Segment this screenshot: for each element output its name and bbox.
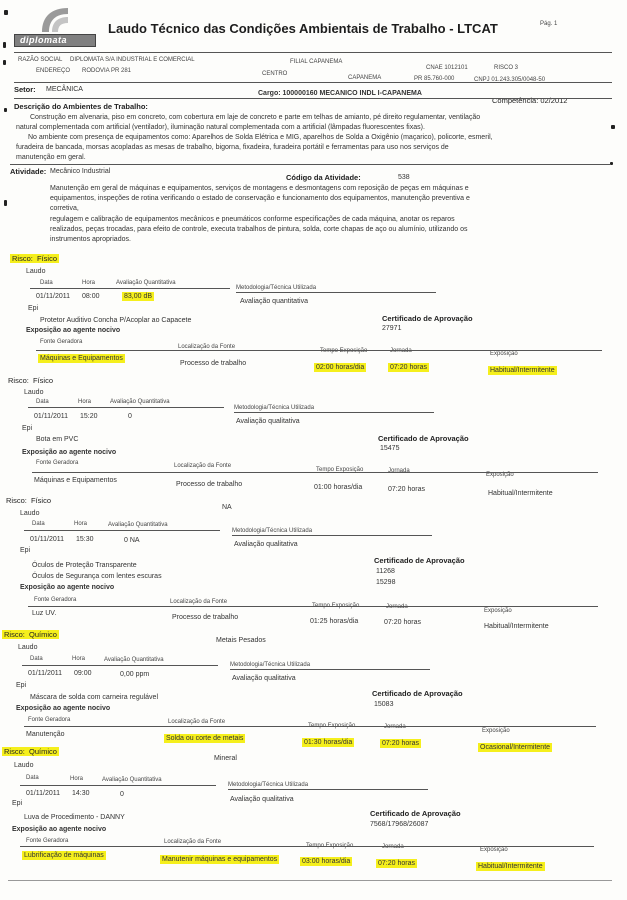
- col-hora: Hora: [72, 656, 86, 662]
- setor-rule: [14, 98, 612, 99]
- col-data: Data: [40, 280, 53, 286]
- exposicao-agente-label: Exposição ao agente nocivo: [26, 327, 121, 334]
- risco-label: Risco: Físico: [8, 376, 54, 385]
- laudo-hora: 08:00: [82, 293, 100, 300]
- col-metodologia: Metodologia/Técnica Utilizada: [228, 782, 309, 788]
- laudo-quantitativa: 0: [128, 413, 132, 420]
- exposicao-rule: [28, 606, 598, 607]
- exposicao-rule: [24, 726, 596, 727]
- certificado-label: Certificado de Aprovação: [370, 809, 461, 818]
- exposicao-agente-label: Exposição ao agente nocivo: [20, 584, 115, 591]
- metodologia-rule: [234, 412, 434, 413]
- laudo-rule: [22, 665, 218, 666]
- tempo-value: 03:00 horas/dia: [302, 858, 351, 865]
- exposicao-rule: [20, 846, 594, 847]
- epi-item: Bota em PVC: [36, 436, 79, 443]
- laudo-label: Laudo: [20, 510, 40, 517]
- metodologia-rule: [228, 789, 428, 790]
- descricao-line: manutenção em geral.: [16, 154, 86, 161]
- certificado-label: Certificado de Aprovação: [382, 314, 473, 323]
- descricao-line: Construção em alvenaria, piso em concreto, com cobertura em laje de concreto e parte em telhas de amianto, pé direito regulamentar, ventilação: [30, 114, 481, 121]
- metodologia-rule: [232, 535, 432, 536]
- laudo-hora: 15:30: [76, 536, 94, 543]
- col-tempo: Tempo Exposição: [308, 723, 356, 729]
- filial-value: FILIAL CAPANEMA: [290, 59, 343, 65]
- laudo-data: 01/11/2011: [26, 790, 60, 797]
- exposicao-agente-label: Exposição ao agente nocivo: [16, 705, 111, 712]
- col-quantitativa: Avaliação Quantitativa: [104, 657, 164, 663]
- certificado-value: 27971: [382, 325, 402, 332]
- localizacao-value: Solda ou corte de metais: [166, 735, 244, 742]
- scan-mark: [4, 108, 7, 112]
- laudo-hora: 09:00: [74, 670, 92, 677]
- epi-item: Luva de Procedimento - DANNY: [24, 814, 125, 821]
- scan-mark: [4, 10, 8, 15]
- scan-mark: [4, 200, 7, 206]
- laudo-rule: [20, 785, 216, 786]
- col-hora: Hora: [74, 521, 88, 527]
- cnpj-value: CNPJ 01.243.305/0048-50: [474, 77, 546, 83]
- certificado-value: 7568/17968/26087: [370, 821, 429, 828]
- metodologia-rule: [236, 292, 436, 293]
- epi-item: Protetor Auditivo Concha P/Acoplar ao Capacete: [40, 317, 192, 324]
- certificado-value: 15475: [380, 445, 400, 452]
- exposicao-agente-label: Exposição ao agente nocivo: [12, 826, 107, 833]
- col-data: Data: [26, 775, 39, 781]
- col-jornada: Jornada: [384, 724, 406, 730]
- col-hora: Hora: [78, 399, 92, 405]
- scan-mark: [3, 60, 6, 65]
- tempo-value: 01:30 horas/dia: [304, 739, 353, 746]
- laudo-rule: [24, 530, 220, 531]
- col-fonte: Fonte Geradora: [40, 339, 83, 345]
- laudo-hora: 14:30: [72, 790, 90, 797]
- scan-mark: [610, 162, 613, 165]
- col-fonte: Fonte Geradora: [36, 460, 79, 466]
- descricao-line: furadeira de bancada, morsas acopladas as mesas de trabalho, bigorna, fixadeira, furadeira portátil e ferramentas para uso nos serviços de: [16, 144, 449, 151]
- epi-item: Máscara de solda com carneira regulável: [30, 694, 159, 701]
- scan-mark: [3, 42, 6, 48]
- risco-agente: NA: [222, 504, 232, 511]
- risco-label: Risco: Físico: [6, 496, 52, 505]
- col-hora: Hora: [70, 776, 84, 782]
- exposicao-rule: [36, 350, 602, 351]
- col-quantitativa: Avaliação Quantitativa: [116, 280, 176, 286]
- setor-label: Setor:: [14, 85, 36, 94]
- laudo-data: 01/11/2011: [30, 536, 64, 543]
- laudo-hora: 15:20: [80, 413, 98, 420]
- col-metodologia: Metodologia/Técnica Utilizada: [230, 662, 311, 668]
- competencia-value: Competência: 02/2012: [492, 96, 568, 105]
- col-metodologia: Metodologia/Técnica Utilizada: [234, 405, 315, 411]
- setor-value: MECÂNICA: [46, 86, 83, 93]
- exposicao-value: Ocasional/Intermitente: [480, 744, 551, 751]
- tempo-value: 01:25 horas/dia: [310, 618, 359, 625]
- tempo-value: 02:00 horas/dia: [316, 364, 365, 371]
- laudo-quantitativa: 83,00 dB: [124, 293, 153, 300]
- col-metodologia: Metodologia/Técnica Utilizada: [236, 285, 317, 291]
- risco-label: Risco: Químico: [4, 630, 57, 639]
- fonte-value: Luz UV.: [32, 610, 57, 617]
- epi-label: Epi: [12, 800, 23, 807]
- jornada-value: 07:20 horas: [384, 619, 421, 626]
- col-exposicao: Exposição: [482, 728, 510, 734]
- epi-label: Epi: [22, 425, 33, 432]
- laudo-rule: [28, 407, 224, 408]
- col-localizacao: Localização da Fonte: [168, 719, 226, 725]
- bottom-rule: [8, 880, 612, 881]
- certificado-label: Certificado de Aprovação: [378, 434, 469, 443]
- col-jornada: Jornada: [386, 604, 408, 610]
- laudo-data: 01/11/2011: [28, 670, 62, 677]
- col-localizacao: Localização da Fonte: [174, 463, 232, 469]
- col-jornada: Jornada: [388, 468, 410, 474]
- laudo-metodologia: Avaliação qualitativa: [236, 418, 300, 425]
- atividade-line: equipamentos, inspeções de rotina verificando o estado de conservação e funcionamento dos equipamentos, manutenção preventiva e: [50, 195, 470, 202]
- col-tempo: Tempo Exposição: [306, 843, 354, 849]
- atividade-line: corretiva,: [50, 205, 79, 212]
- epi-item: Óculos de Proteção Transparente: [32, 562, 137, 569]
- col-hora: Hora: [82, 280, 96, 286]
- certificado-value: 15083: [374, 701, 394, 708]
- col-jornada: Jornada: [382, 844, 404, 850]
- col-quantitativa: Avaliação Quantitativa: [108, 522, 168, 528]
- descricao-line: natural complementada com artificial (ventilador), iluminação natural complementada com a artificial (lâmpadas fluorescentes fixas).: [16, 124, 425, 131]
- atividade-label: Atividade:: [10, 167, 47, 176]
- cidade-value: CAPANEMA: [348, 75, 382, 81]
- laudo-metodologia: Avaliação qualitativa: [230, 796, 294, 803]
- epi-label: Epi: [20, 547, 31, 554]
- laudo-metodologia: Avaliação quantitativa: [240, 298, 308, 305]
- col-exposicao: Exposição: [484, 608, 512, 614]
- codigo-atividade-label: Código da Atividade:: [286, 173, 361, 182]
- exposicao-agente-label: Exposição ao agente nocivo: [22, 449, 117, 456]
- laudo-quantitativa: 0: [120, 791, 124, 798]
- atividade-line: instrumentos apropriados.: [50, 236, 131, 243]
- atividade-line: realizados, peças trocadas, para efeito de controle, executa trabalhos de pintura, solda, corte chapas de aço ou alumínio, utilizando os: [50, 226, 468, 233]
- col-jornada: Jornada: [390, 348, 412, 354]
- exposicao-value: Habitual/Intermitente: [490, 367, 555, 374]
- cnae-value: CNAE 1012101: [426, 65, 468, 71]
- col-tempo: Tempo Exposição: [316, 467, 364, 473]
- laudo-label: Laudo: [14, 762, 34, 769]
- col-exposicao: Exposição: [486, 472, 514, 478]
- fonte-value: Máquinas e Equipamentos: [34, 477, 117, 484]
- cep-value: PR 85.760-000: [414, 76, 455, 82]
- exposicao-rule: [32, 472, 598, 473]
- localizacao-value: Processo de trabalho: [172, 614, 239, 621]
- endereco-label: ENDEREÇO: [36, 68, 71, 74]
- laudo-rule: [30, 288, 230, 289]
- col-localizacao: Localização da Fonte: [164, 839, 222, 845]
- laudo-label: Laudo: [18, 644, 38, 651]
- laudo-data: 01/11/2011: [36, 293, 70, 300]
- col-localizacao: Localização da Fonte: [178, 344, 236, 350]
- tempo-value: 01:00 horas/dia: [314, 484, 363, 491]
- risco-agente: Mineral: [214, 755, 237, 762]
- exposicao-value: Habitual/Intermitente: [484, 623, 549, 630]
- epi-label: Epi: [16, 682, 27, 689]
- laudo-label: Laudo: [24, 389, 44, 396]
- epi-label: Epi: [28, 305, 39, 312]
- title-rule: [14, 52, 612, 53]
- laudo-label: Laudo: [26, 268, 46, 275]
- col-exposicao: Exposição: [490, 351, 518, 357]
- col-data: Data: [30, 656, 43, 662]
- col-quantitativa: Avaliação Quantitativa: [102, 777, 162, 783]
- metodologia-rule: [230, 669, 430, 670]
- exposicao-value: Habitual/Intermitente: [488, 490, 553, 497]
- certificado-label: Certificado de Aprovação: [374, 556, 465, 565]
- diplomata-logo-mark: [38, 6, 72, 34]
- fonte-value: Lubrificação de máquinas: [24, 852, 104, 859]
- risco-label: Risco: Químico: [4, 747, 57, 756]
- descricao-line: No ambiente com presença de equipamentos como: Aparelhos de Solda Elétrica e MIG, aparelhos de Solda a Oxigênio (maçarico), policorte, esmeril,: [28, 134, 493, 141]
- endereco-value: RODOVIA PR 281: [82, 68, 132, 74]
- certificado-value: 11268: [376, 568, 395, 575]
- col-localizacao: Localização da Fonte: [170, 599, 228, 605]
- col-fonte: Fonte Geradora: [26, 838, 69, 844]
- centro-value: CENTRO: [262, 71, 288, 77]
- col-exposicao: Exposição: [480, 847, 508, 853]
- atividade-line: regulagem e calibração de equipamentos mecânicos e pneumáticos conforme especificações de cada máquina, anotar os reparos: [50, 216, 455, 223]
- atividade-value: Mecânico Industrial: [50, 168, 111, 175]
- col-tempo: Tempo Exposição: [312, 603, 360, 609]
- fonte-value: Máquinas e Equipamentos: [40, 355, 123, 362]
- fonte-value: Manutenção: [26, 731, 65, 738]
- laudo-metodologia: Avaliação qualitativa: [232, 675, 296, 682]
- razao-social-value: DIPLOMATA S/A INDUSTRIAL E COMERCIAL: [70, 57, 195, 63]
- laudo-quantitativa: 0 NA: [124, 537, 140, 544]
- cargo-value: Cargo: 100000160 MECANICO INDL I-CAPANEMA: [258, 90, 422, 97]
- company-rule: [14, 82, 612, 83]
- risco-grau-value: RISCO 3: [494, 65, 519, 71]
- laudo-quantitativa: 0,00 ppm: [120, 671, 150, 678]
- descricao-rule: [10, 164, 610, 165]
- col-data: Data: [36, 399, 49, 405]
- descricao-label: Descrição do Ambientes de Trabalho:: [14, 102, 148, 111]
- jornada-value: 07:20 horas: [378, 860, 415, 867]
- col-fonte: Fonte Geradora: [28, 717, 71, 723]
- col-metodologia: Metodologia/Técnica Utilizada: [232, 528, 313, 534]
- logo-text: diplomata: [20, 35, 68, 45]
- risco-agente: Metais Pesados: [216, 637, 266, 644]
- localizacao-value: Manutenir máquinas e equipamentos: [162, 856, 278, 863]
- laudo-metodologia: Avaliação qualitativa: [234, 541, 298, 548]
- jornada-value: 07:20 horas: [382, 740, 419, 747]
- codigo-atividade-value: 538: [398, 174, 410, 181]
- certificado-label: Certificado de Aprovação: [372, 689, 463, 698]
- localizacao-value: Processo de trabalho: [176, 481, 243, 488]
- razao-social-label: RAZÃO SOCIAL: [18, 57, 63, 63]
- scan-mark: [611, 125, 615, 129]
- col-data: Data: [32, 521, 45, 527]
- jornada-value: 07:20 horas: [388, 486, 425, 493]
- page-number: Pág. 1: [540, 21, 558, 27]
- epi-item: Óculos de Segurança com lentes escuras: [32, 573, 162, 580]
- document-title: Laudo Técnico das Condições Ambientais de Trabalho - LTCAT: [108, 21, 498, 36]
- atividade-line: Manutenção em geral de máquinas e equipamentos, serviços de montagens e desmontagens com reposição de peças em máquinas e: [50, 185, 469, 192]
- col-quantitativa: Avaliação Quantitativa: [110, 399, 170, 405]
- certificado-value: 15298: [376, 579, 396, 586]
- jornada-value: 07:20 horas: [390, 364, 427, 371]
- col-fonte: Fonte Geradora: [34, 597, 77, 603]
- localizacao-value: Processo de trabalho: [180, 360, 247, 367]
- laudo-data: 01/11/2011: [34, 413, 68, 420]
- col-tempo: Tempo Exposição: [320, 348, 368, 354]
- exposicao-value: Habitual/Intermitente: [478, 863, 543, 870]
- risco-label: Risco: Físico: [12, 254, 58, 263]
